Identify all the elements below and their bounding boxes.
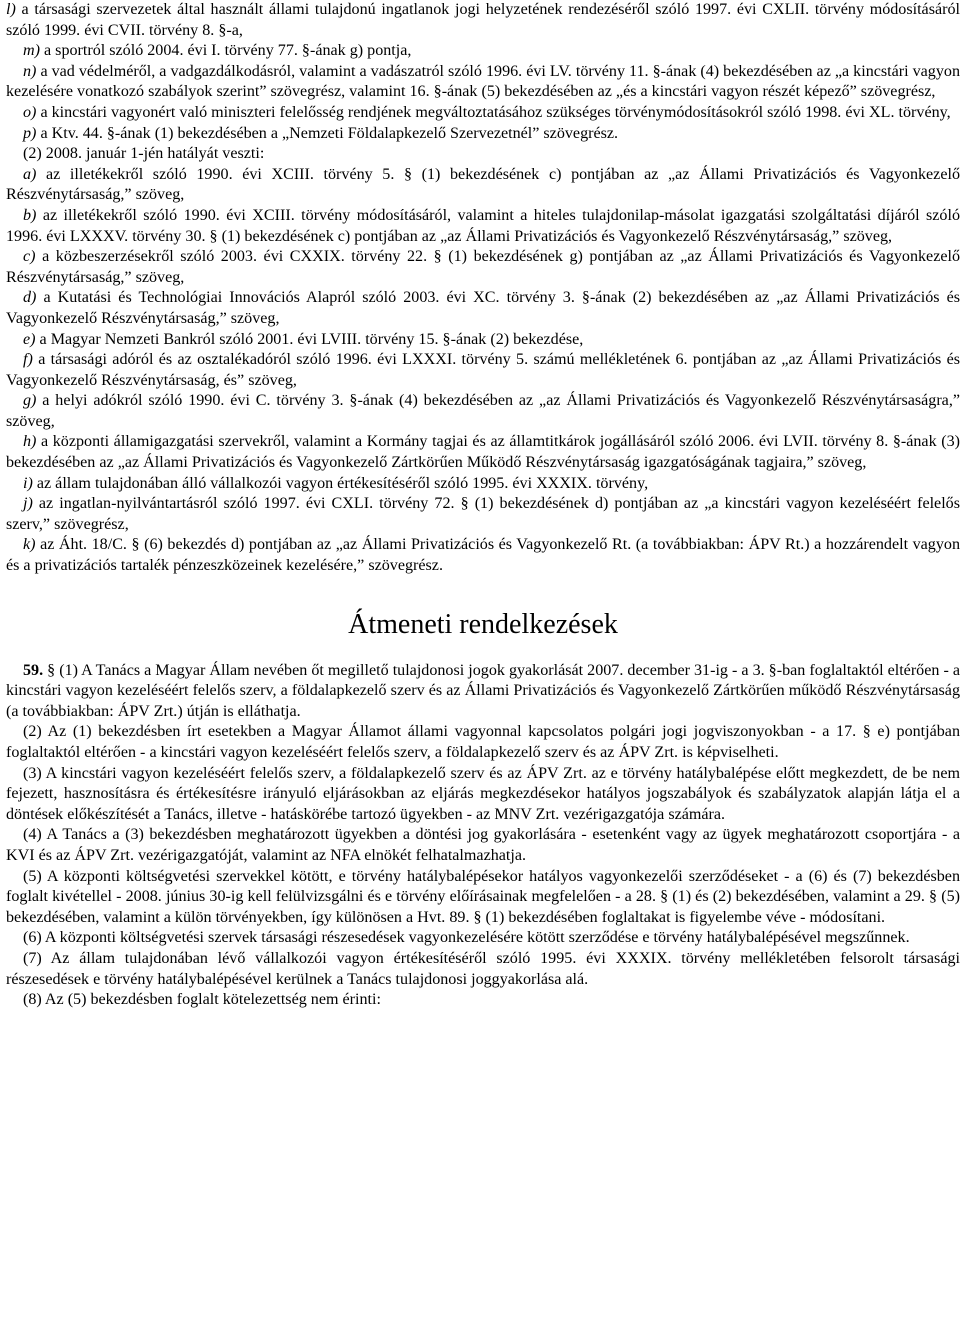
- item-letter: c): [23, 248, 36, 266]
- paragraph-text: § (1) A Tanács a Magyar Állam nevében őt megillető tulajdonosi jogok gyakorlását 2007. december 31-ig - a 3. §-ban foglaltaktól eltérően - a kincstári vagyon kezeléséért felelős szerv, a földalapkezelő szerv és az Állami Privatizációs és Vagyonkezelő Zártkörűen működő Részvénytársaság (a továbbiakban: ÁPV Zrt.) útján is elláthatja.: [6, 661, 960, 720]
- list-item: [6, 144, 960, 165]
- paragraph-text: (6) A központi költségvetési szervek társasági részesedések vagyonkezelésére kötött szerződése e törvény hatálybalépésével megszűnnek.: [23, 929, 910, 947]
- item-text: a központi államigazgatási szervekről, valamint a Kormány tagjai és az államtitkárok jogállásáról szóló 2006. évi LVII. törvény 8. §-ának (3) bekezdésében az „az Állami Privatizációs és Vagyonkezelő Zártkörűen Működő Részvénytársaság igazgatóságának tagjaira,” szöveg,: [6, 433, 960, 472]
- paragraph: [6, 949, 960, 990]
- item-text: az állam tulajdonában álló vállalkozói vagyon értékesítéséről szóló 1995. évi XXXIX. törvény,: [36, 474, 649, 492]
- paragraph: [6, 867, 960, 929]
- item-text: az ingatlan-nyilvántartásról szóló 1997. évi CXLI. törvény 72. § (1) bekezdésének d) pontjában az „a kincstári vagyon kezeléséért felelős szerv,” szövegrész,: [6, 495, 960, 533]
- item-letter: e): [23, 330, 36, 348]
- item-letter: f): [23, 351, 33, 369]
- item-letter: h): [23, 433, 37, 451]
- item-letter: l): [6, 1, 16, 18]
- paragraph-text: (7) Az állam tulajdonában lévő vállalkozói vagyon értékesítéséről szóló 1995. évi XXXIX. törvény mellékletében felsorolt társasági részesedések e törvény hatálybalépésével kerülnek a Tanács tulajdonosi joggyakorlása alá.: [6, 949, 960, 988]
- item-text: a Magyar Nemzeti Bankról szóló 2001. évi LVIII. törvény 15. §-ának (2) bekezdése,: [39, 330, 584, 348]
- item-text: a társasági szervezetek által használt állami tulajdonú ingatlanok jogi helyzetének rendezéséről szóló 1997. évi CXLII. törvény módosításáról szóló 1999. évi CVII. törvény 8. §-a,: [6, 1, 960, 39]
- paragraph: [6, 990, 960, 1011]
- item-letter: n): [23, 62, 37, 80]
- list-item: [6, 330, 960, 351]
- list-item: [6, 288, 960, 329]
- list-item: [6, 350, 960, 391]
- list-item: [6, 103, 960, 124]
- item-text: az Áht. 18/C. § (6) bekezdés d) pontjában az „az Állami Privatizációs és Vagyonkezelő Rt. (a továbbiakban: ÁPV Rt.) a hozzárendelt vagyon és a privatizációs tartalék pénzeszközeinek kezelésére,” szövegrész.: [6, 536, 960, 575]
- paragraph-text: (8) Az (5) bekezdésben foglalt kötelezettség nem érinti:: [23, 991, 381, 1009]
- item-text: a Kutatási és Technológiai Innovációs Alapról szóló 2003. évi XC. törvény 3. §-ának (2) bekezdésében az „az Állami Privatizációs és Vagyonkezelő Részvénytársaság,” szöveg,: [6, 289, 960, 327]
- list-item: [6, 165, 960, 206]
- item-letter: p): [23, 124, 37, 142]
- list-item: [6, 391, 960, 432]
- item-text: a társasági adóról és az osztalékadóról szóló 1996. évi LXXXI. törvény 5. számú mellékletének 6. pontjában az „az Állami Privatizációs és Vagyonkezelő Részvénytársaság, és” szöveg,: [6, 351, 960, 389]
- item-text: a Ktv. 44. §-ának (1) bekezdésében a „Nemzeti Földalapkezelő Szervezetnél” szövegrész.: [40, 124, 619, 142]
- item-text: az illetékekről szóló 1990. évi XCIII. törvény 5. § (1) bekezdésének c) pontjában az „az Állami Privatizációs és Vagyonkezelő Részvénytársaság,” szöveg,: [6, 165, 960, 204]
- item-letter: b): [23, 206, 37, 224]
- paragraph-text: (5) A központi költségvetési szervekkel kötött, e törvény hatálybalépésekor hatályos vagyonkezelői szerződéseket - a (6) és (7) bekezdésben foglalt kivétellel - 2008. június 30-ig kell felülvizsgálni és e törvény előírásainak megfelelően - a 28. § (1) és (2) bekezdésében, valamint a 29. § (5) bekezdésében, valamint a külön törvényekben, így különösen a Hvt. 89. § (1) bekezdésében foglaltakat is figyelembe véve - módosítani.: [6, 867, 960, 926]
- paragraph: [6, 764, 960, 826]
- paragraph-text: (2) Az (1) bekezdésben írt esetekben a Magyar Államot állami vagyonnal kapcsolatos polgári jogi jogviszonyokban - a 17. § e) pontjában foglaltaktól eltérően - a kincstári vagyon kezeléséért felelős szerv, a földalapkezelő szerv és az ÁPV Zrt. is képviselheti.: [6, 723, 960, 761]
- list-item: [6, 535, 960, 576]
- section-heading: Átmeneti rendelkezések: [348, 608, 618, 640]
- list-item: [6, 247, 960, 288]
- item-text: az illetékekről szóló 1990. évi XCIII. törvény módosításáról, valamint a hiteles tulajdonilap-másolat igazgatási szolgáltatási díjáról szóló 1996. évi LXXXV. törvény 30. § (1) bekezdésének c) pontjában az „az Állami Privatizációs és Vagyonkezelő Részvénytársaság,” szöveg,: [6, 206, 960, 245]
- list-item: [6, 124, 960, 145]
- item-text: a közbeszerzésekről szóló 2003. évi CXXIX. törvény 22. § (1) bekezdésének g) pontjában az „az Állami Privatizációs és Vagyonkezelő Részvénytársaság,” szöveg,: [6, 248, 960, 286]
- list-item: [6, 494, 960, 535]
- transitional-provisions: [6, 661, 960, 1011]
- item-text: a kincstári vagyonért való miniszteri felelősség rendjének megváltoztatásához szükséges törvénymódosításokról szóló 1998. évi XL. törvény,: [40, 103, 951, 121]
- paragraph: [6, 825, 960, 866]
- item-letter: k): [23, 536, 36, 554]
- paragraph: [6, 722, 960, 763]
- item-text: a sportról szóló 2004. évi I. törvény 77. §-ának g) pontja,: [44, 42, 412, 60]
- paragraph: [6, 661, 960, 723]
- list-item: [6, 206, 960, 247]
- paragraph: [6, 928, 960, 949]
- item-text: a helyi adókról szóló 1990. évi C. törvény 3. §-ának (4) bekezdésében az „az Állami Privatizációs és Vagyonkezelő Részvénytársaságra,” szöveg,: [6, 392, 960, 430]
- item-letter: a): [23, 165, 37, 183]
- list-item: [6, 474, 960, 495]
- item-text: a vad védelméről, a vadgazdálkodásról, valamint a vadászatról szóló 1996. évi LV. törvény 11. §-ának (4) bekezdésében az „a kincstári vagyon kezelésére vonatkozó szabályok szerint” szövegrész, valamint 16. §-ának (5) bekezdésében az „és a kincstári vagyon részét képező” szövegrész,: [6, 62, 960, 101]
- paragraph-text: (3) A kincstári vagyon kezeléséért felelős szerv, a földalapkezelő szerv és az ÁPV Zrt. az e törvény hatálybalépése előtt megkezdett, de be nem fejezett, hasznosításra és értékesítésre irányuló eljárásokban az eljárás megkezdésekor hatályos jogszabályok és szabályzatok alapján látja el a döntések előkészítését a Tanács, illetve - hatáskörébe tartozó ügyekben - az MNV Zrt. vezérigazgatója számára.: [6, 764, 960, 823]
- item-letter: i): [23, 474, 33, 492]
- list-item: [6, 432, 960, 473]
- list-item: [6, 62, 960, 103]
- item-text: (2) 2008. január 1-jén hatályát veszti:: [23, 145, 265, 163]
- list-item: [6, 0, 960, 41]
- item-letter: o): [23, 103, 37, 121]
- paragraph-text: (4) A Tanács a (3) bekezdésben meghatározott ügyekben a döntési jog gyakorlására - esetenként vagy az ügyek meghatározott csoportjára - a KVI és az ÁPV Zrt. vezérigazgatóját, valamint az NFA elnökét felhatalmazhatja.: [6, 826, 960, 864]
- item-letter: d): [23, 289, 37, 307]
- item-letter: j): [23, 495, 33, 513]
- item-letter: m): [23, 42, 40, 60]
- section-number: 59.: [23, 661, 44, 679]
- list-item: [6, 41, 960, 62]
- document-page: [6, 0, 960, 1011]
- item-letter: g): [23, 392, 37, 410]
- repeal-list: [6, 0, 960, 577]
